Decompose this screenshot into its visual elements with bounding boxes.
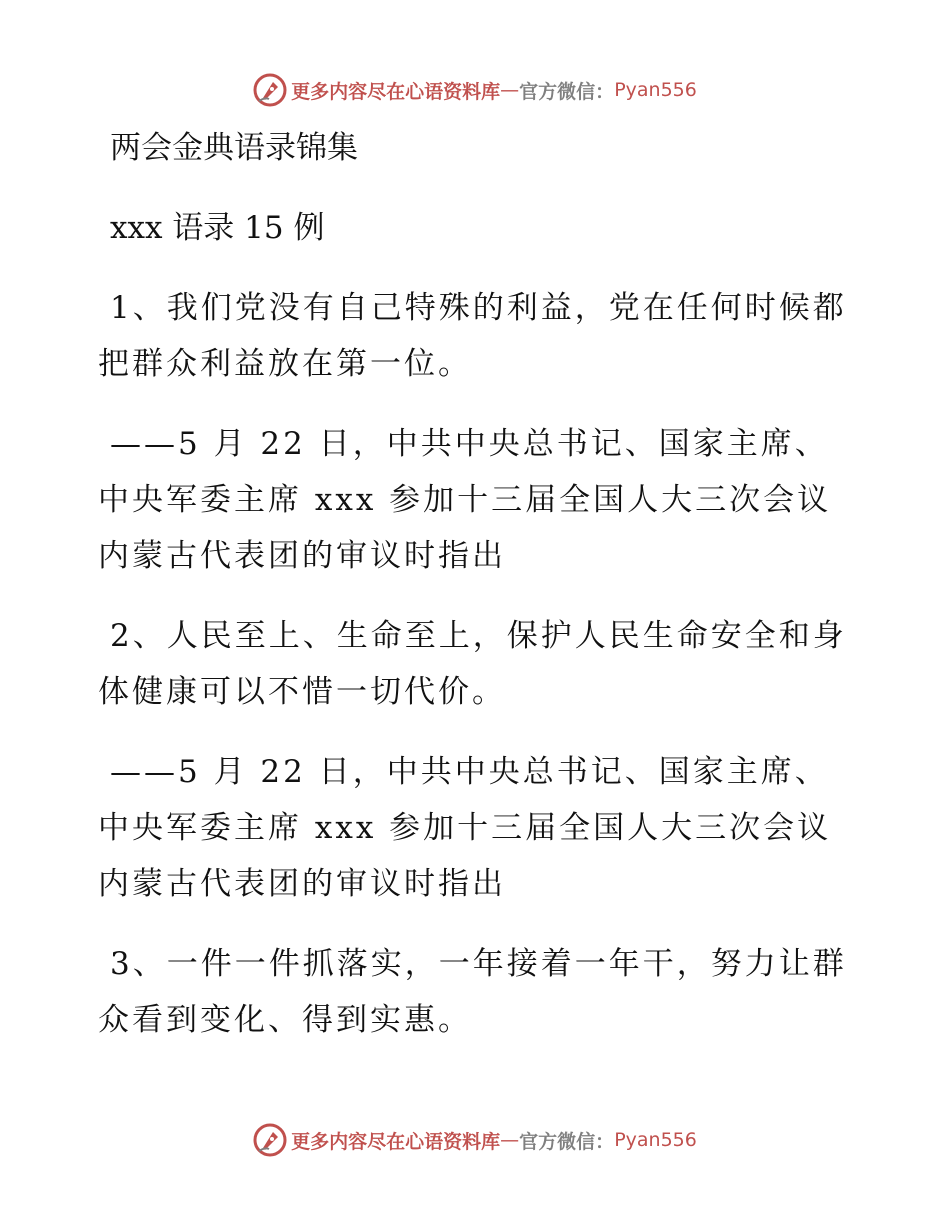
banner-brand-text: 更多内容尽在心语资料库 — [291, 80, 501, 103]
paragraph-source-1: ——5 月 22 日，中共中央总书记、国家主席、中央军委主席 xxx 参加十三届全国人大三次会议内蒙古代表团的审议时指出 — [98, 426, 832, 574]
document-body — [98, 120, 858, 1072]
pen-nib-logo-icon — [253, 1123, 287, 1157]
banner-wechat-id: Pyan556 — [614, 1129, 697, 1151]
paragraph-quote-2: 2、人民至上、生命至上，保护人民生命安全和身体健康可以不惜一切代价。 — [98, 618, 847, 710]
footer-banner — [0, 1120, 950, 1160]
banner-official-label: 官方微信： — [519, 1130, 615, 1153]
header-banner — [0, 70, 950, 110]
document-title: 两会金典语录锦集 — [110, 130, 358, 166]
paragraph-quote-3: 3、一件一件抓落实，一年接着一年干，努力让群众看到变化、得到实惠。 — [98, 946, 847, 1038]
banner-separator: — — [500, 1129, 520, 1151]
banner-brand-text: 更多内容尽在心语资料库 — [291, 1130, 501, 1153]
paragraph-quote-1: 1、我们党没有自己特殊的利益，党在任何时候都把群众利益放在第一位。 — [98, 290, 847, 382]
banner-wechat-id: Pyan556 — [614, 79, 697, 101]
document-subtitle: xxx 语录 15 例 — [110, 210, 325, 246]
paragraph-source-2: ——5 月 22 日，中共中央总书记、国家主席、中央军委主席 xxx 参加十三届全国人大三次会议内蒙古代表团的审议时指出 — [98, 754, 832, 902]
banner-official-label: 官方微信： — [519, 80, 615, 103]
banner-separator: — — [500, 79, 520, 101]
pen-nib-logo-icon — [253, 73, 287, 107]
